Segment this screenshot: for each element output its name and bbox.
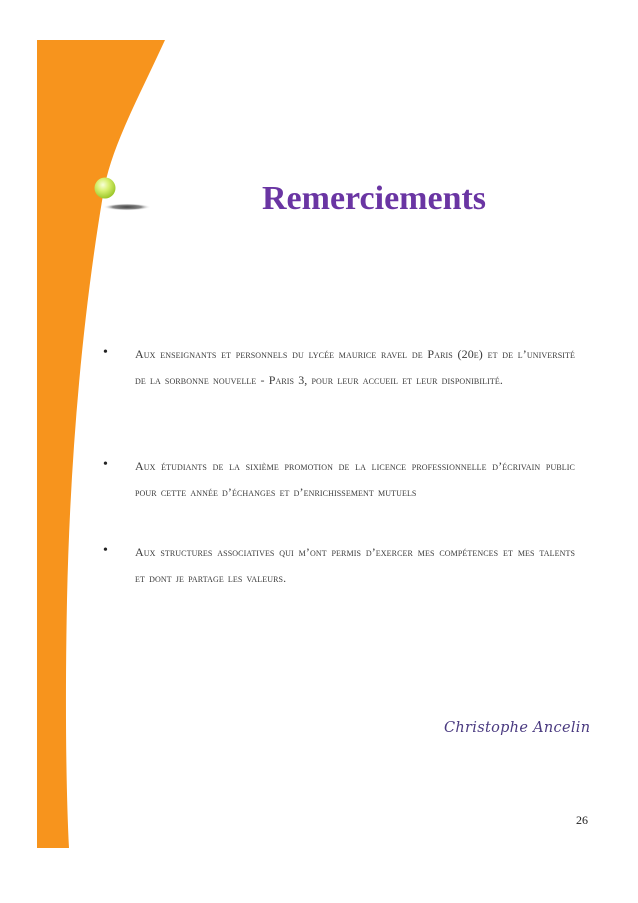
list-item xyxy=(103,539,575,591)
green-ball-icon xyxy=(95,178,116,199)
page-number: 26 xyxy=(576,813,588,827)
list-item xyxy=(103,453,575,505)
bullet-icon: • xyxy=(103,457,108,472)
orange-band xyxy=(37,40,165,848)
signature: Christophe Ancelin xyxy=(444,720,591,736)
bullet-icon: • xyxy=(103,345,108,360)
list-item-text: Aux enseignants et personnels du lycée maurice ravel de Paris (20e) et de l’université de la sorbonne nouvelle - Paris 3, pour leur accueil et leur disponibilité. xyxy=(135,347,575,387)
ball-shadow xyxy=(103,204,151,211)
list-item-text: Aux étudiants de la sixième promotion de la licence professionnelle d’écrivain public pour cette année d’échanges et d’enrichissement mutuels xyxy=(135,459,575,499)
list-item xyxy=(103,341,575,393)
list-item-text: Aux structures associatives qui m’ont permis d’exercer mes compétences et mes talents et dont je partage les valeurs. xyxy=(135,545,575,585)
bullet-icon: • xyxy=(103,543,108,558)
page-title: Remerciements xyxy=(262,180,487,217)
